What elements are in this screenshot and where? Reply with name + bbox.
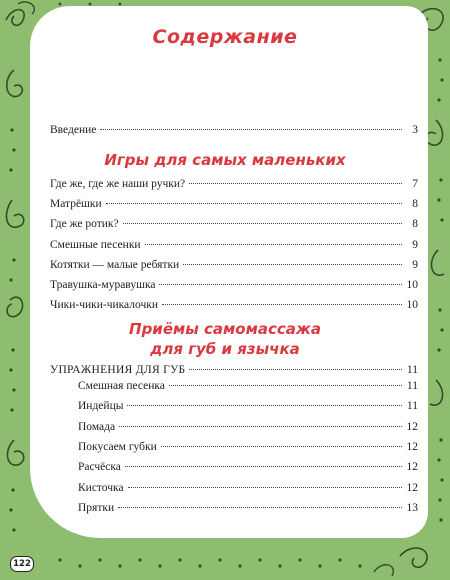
page-number-badge: 122 — [10, 556, 34, 572]
toc-entry — [50, 299, 418, 315]
toc-entry-page: 12 — [406, 420, 418, 433]
dot-leader — [159, 284, 402, 285]
section-heading-massage-line2: для губ и язычка — [150, 340, 300, 358]
toc-entry — [78, 400, 418, 416]
toc-entry-label: Котятки — малые ребятки — [50, 258, 180, 271]
toc-group-page: 11 — [406, 364, 418, 376]
dot-leader — [106, 203, 402, 204]
page-title: Содержание — [152, 26, 298, 48]
toc-entry-label: Введение — [50, 124, 97, 136]
toc-entry-label: Смешные песенки — [50, 238, 141, 251]
dot-leader — [162, 304, 402, 305]
toc-group-label: УПРАЖНЕНИЯ ДЛЯ ГУБ — [50, 364, 186, 376]
section-heading-massage-line1: Приёмы самомассажа — [129, 320, 321, 338]
dot-leader — [118, 507, 402, 508]
toc-entry-label: Прятки — [78, 501, 115, 514]
toc-entry — [78, 421, 418, 437]
toc-entry-page: 11 — [406, 380, 418, 392]
toc-entry-page: 3 — [412, 124, 418, 136]
section-heading-games: Игры для самых маленьких — [104, 151, 346, 169]
toc-entry-label: Травушка-муравушка — [50, 279, 156, 291]
dot-leader — [119, 426, 402, 427]
toc-entry — [50, 198, 418, 214]
toc-entry — [78, 461, 418, 477]
toc-entry — [50, 178, 418, 194]
toc-entry-page: 9 — [412, 258, 418, 271]
toc-entry-page: 10 — [406, 299, 418, 312]
toc-entry-label: Матрёшки — [50, 198, 102, 211]
toc-entry — [78, 380, 418, 396]
toc-entry-intro — [50, 124, 418, 140]
dot-leader — [161, 446, 402, 447]
toc-entry-page: 8 — [412, 218, 418, 231]
dot-leader — [183, 264, 402, 265]
dot-leader — [189, 369, 402, 370]
dot-leader — [125, 466, 402, 467]
toc-entry-label: Смешная песенка — [78, 380, 165, 392]
toc-entry-page: 12 — [406, 461, 418, 474]
toc-entry-label: Помада — [78, 420, 116, 433]
toc-entry-page: 10 — [406, 279, 418, 291]
toc-entry-page: 13 — [406, 501, 418, 514]
toc-entry-page: 8 — [412, 198, 418, 211]
toc-entry-label: Индейцы — [78, 400, 124, 413]
dot-leader — [127, 405, 402, 406]
toc-entry — [50, 239, 418, 255]
dot-leader — [100, 129, 402, 130]
dot-leader — [145, 244, 402, 245]
dot-leader — [169, 385, 402, 386]
toc-entry — [50, 279, 418, 295]
toc-entry-page: 9 — [412, 238, 418, 251]
toc-entry-label: Расчёска — [78, 461, 121, 474]
toc-entry-page: 12 — [406, 440, 418, 453]
toc-entry — [78, 441, 418, 457]
toc-entry-label: Покусаем губки — [78, 440, 157, 453]
toc-entry-page: 12 — [406, 481, 418, 494]
toc-group-lip-exercises — [50, 364, 418, 380]
toc-entry-label: Чики-чики-чикалочки — [50, 299, 158, 312]
dot-leader — [128, 487, 402, 488]
toc-entry-label: Где же, где же наши ручки? — [50, 178, 186, 190]
toc-entry-label: Кисточка — [78, 481, 124, 494]
toc-entry-page: 11 — [406, 400, 418, 413]
dot-leader — [123, 223, 402, 224]
toc-entry — [78, 482, 418, 498]
toc-entry-label: Где же ротик? — [50, 218, 119, 231]
toc-entry — [78, 502, 418, 518]
toc-entry-page: 7 — [412, 178, 418, 190]
toc-entry — [50, 218, 418, 234]
toc-entry — [50, 259, 418, 275]
dot-leader — [189, 183, 402, 184]
